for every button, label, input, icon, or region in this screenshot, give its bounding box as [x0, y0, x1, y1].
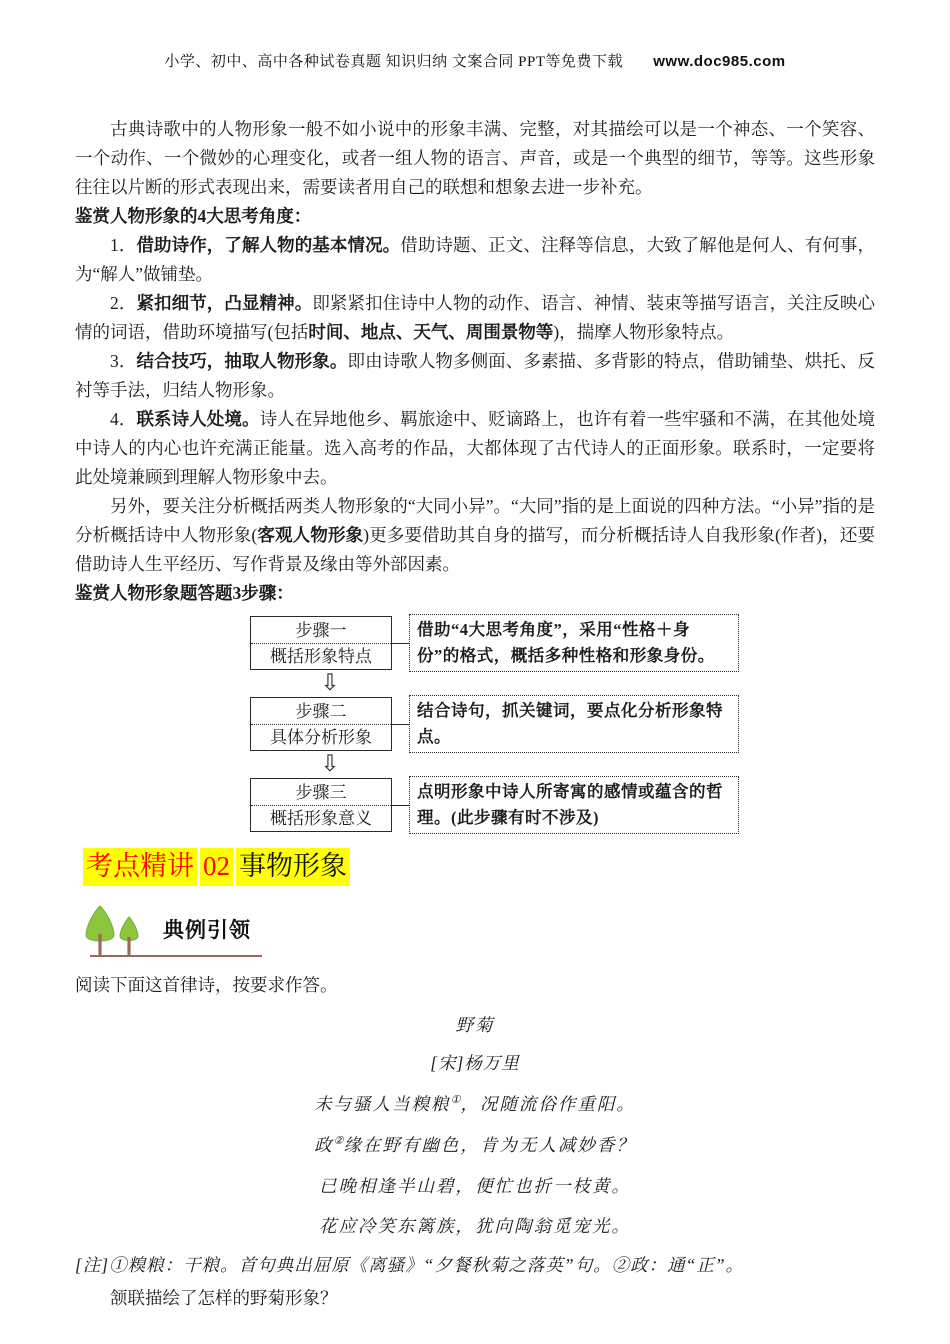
connector-line	[392, 805, 409, 806]
item-text: 诗人在异地他乡、羁旅途中、贬谪路上，也许有着一些牢骚和不满，在其他处境中诗人的内心也许充满正能量。选入高考的作品，大都体现了古代诗人的正面形象。联系时，一定要将此处境兼顾到理解人物形象中去。	[75, 409, 876, 487]
angle-item-3	[75, 347, 875, 405]
poem-title: 野菊	[455, 1015, 495, 1035]
section-title	[83, 846, 875, 891]
down-arrow-icon: ⇩	[320, 751, 340, 777]
line-text: 未与骚人当糗粮	[314, 1093, 451, 1114]
down-arrow-icon: ⇩	[320, 670, 340, 696]
section-title-black: 事物形象	[236, 848, 350, 886]
step-box-1	[250, 616, 392, 670]
step-box-3	[250, 778, 392, 832]
poem-block	[75, 1006, 875, 1245]
additional-text-2: )更多要借助其自身的描写，而分析概括诗人自我形象(作者)，还要借助诗人生平经历、写作背景及缘由等外部因素。	[75, 525, 875, 574]
item-text: 即由诗歌人物多侧面、多素描、多背影的特点，借助铺垫、烘托、反衬等手法，归结人物形象。	[75, 351, 876, 400]
item-number: 2．	[110, 293, 137, 313]
poem-note: [注]①糗粮：干粮。首句典出屈原《离骚》“夕餐秋菊之落英”句。②政：通“正”。	[75, 1255, 745, 1276]
additional-bold: 客观人物形象	[257, 525, 364, 545]
flowchart-row-2	[250, 695, 750, 753]
item-text-2: )，揣摩人物形象特点。	[553, 322, 735, 342]
step-desc-1: 借助“4大思考角度”，采用“性格＋身份”的格式，概括多种性格和形象身份。	[409, 614, 739, 672]
step-label: 步骤一	[295, 621, 347, 640]
flowchart-row-3	[250, 776, 750, 834]
step-sublabel: 概括形象意义	[251, 805, 391, 831]
flowchart-row-1	[250, 614, 750, 672]
step-sublabel: 概括形象特点	[251, 643, 391, 669]
angles-heading: 鉴赏人物形象的4大思考角度：	[75, 206, 312, 226]
footnote-marker: ①	[450, 1094, 461, 1106]
connector-line	[392, 724, 409, 725]
example-banner	[83, 903, 268, 963]
step-box-2	[250, 697, 392, 751]
two-trees-icon	[83, 904, 147, 962]
item-bold-2: 时间、地点、天气、周围景物等	[308, 322, 554, 342]
item-bold-lead: 借助诗作，了解人物的基本情况。	[136, 235, 401, 255]
step-sublabel: 具体分析形象	[251, 724, 391, 750]
banner-underline	[90, 955, 262, 958]
poem-line-2	[75, 1123, 875, 1164]
line-text: 花应冷笑东篱族，犹向陶翁觅宠光。	[319, 1216, 631, 1237]
item-bold-lead: 结合技巧，抽取人物形象。	[136, 351, 348, 371]
item-text: 即紧紧扣住诗中人物的动作、语言、神情、装束等描写语言，关注反映心情的词语，借助环境描写(包括	[75, 293, 876, 342]
step-desc-3: 点明形象中诗人所寄寓的感情或蕴含的哲理。(此步骤有时不涉及)	[409, 776, 739, 834]
item-number: 1．	[110, 235, 137, 255]
poem-line-3	[75, 1164, 875, 1205]
step-label: 步骤三	[295, 783, 347, 802]
line-text: ，况随流俗作重阳。	[460, 1093, 636, 1114]
poem-line-1	[75, 1082, 875, 1123]
line-text: 已晚相逢半山碧，便忙也折一枝黄。	[319, 1175, 631, 1196]
steps-flowchart	[250, 614, 750, 834]
connector-line	[392, 643, 409, 644]
section-title-number: 02	[200, 848, 233, 886]
step-desc-2: 结合诗句，抓关键词，要点化分析形象特点。	[409, 695, 739, 753]
item-number: 3．	[110, 351, 137, 371]
page-header	[75, 50, 875, 71]
intro-paragraph: 古典诗歌中的人物形象一般不如小说中的形象丰满、完整，对其描绘可以是一个神态、一个笑容、一个动作、一个微妙的心理变化，或者一组人物的语言、声音，或是一个典型的细节，等等。这些形象往往以片断的形式表现出来，需要读者用自己的联想和想象去进一步补充。	[75, 119, 875, 197]
header-text: 小学、初中、高中各种试卷真题 知识归纳 文案合同 PPT等免费下载	[164, 54, 624, 70]
item-text: 借助诗题、正文、注释等信息，大致了解他是何人、有何事，为“解人”做铺垫。	[75, 235, 876, 284]
line-text: 缘在野有幽色，肯为无人减妙香？	[343, 1134, 636, 1155]
angle-item-1	[75, 231, 875, 289]
item-bold-lead: 紧扣细节，凸显精神。	[136, 293, 313, 313]
item-bold-lead: 联系诗人处境。	[136, 409, 260, 429]
additional-text-1: 另外，要关注分析概括两类人物形象的“大同小异”。“大同”指的是上面说的四种方法。“小异”指的是分析概括诗中人物形象(	[75, 496, 875, 545]
header-site-url[interactable]: www.doc985.com	[653, 53, 786, 70]
exercise-question: 颔联描绘了怎样的野菊形象？	[110, 1288, 338, 1309]
item-number: 4．	[110, 409, 137, 429]
poem-line-4	[75, 1204, 875, 1245]
steps-heading: 鉴赏人物形象题答题3步骤：	[75, 583, 294, 603]
banner-label: 典例引领	[163, 919, 251, 942]
step-label: 步骤二	[295, 702, 347, 721]
angle-item-2	[75, 289, 875, 347]
angle-item-4	[75, 405, 875, 492]
footnote-marker: ②	[333, 1134, 344, 1147]
poem-author: [宋]杨万里	[430, 1053, 520, 1073]
section-title-red: 考点精讲	[83, 848, 197, 886]
line-text: 政	[314, 1134, 334, 1155]
additional-paragraph	[75, 492, 875, 579]
reading-prompt: 阅读下面这首律诗，按要求作答。	[75, 975, 338, 995]
